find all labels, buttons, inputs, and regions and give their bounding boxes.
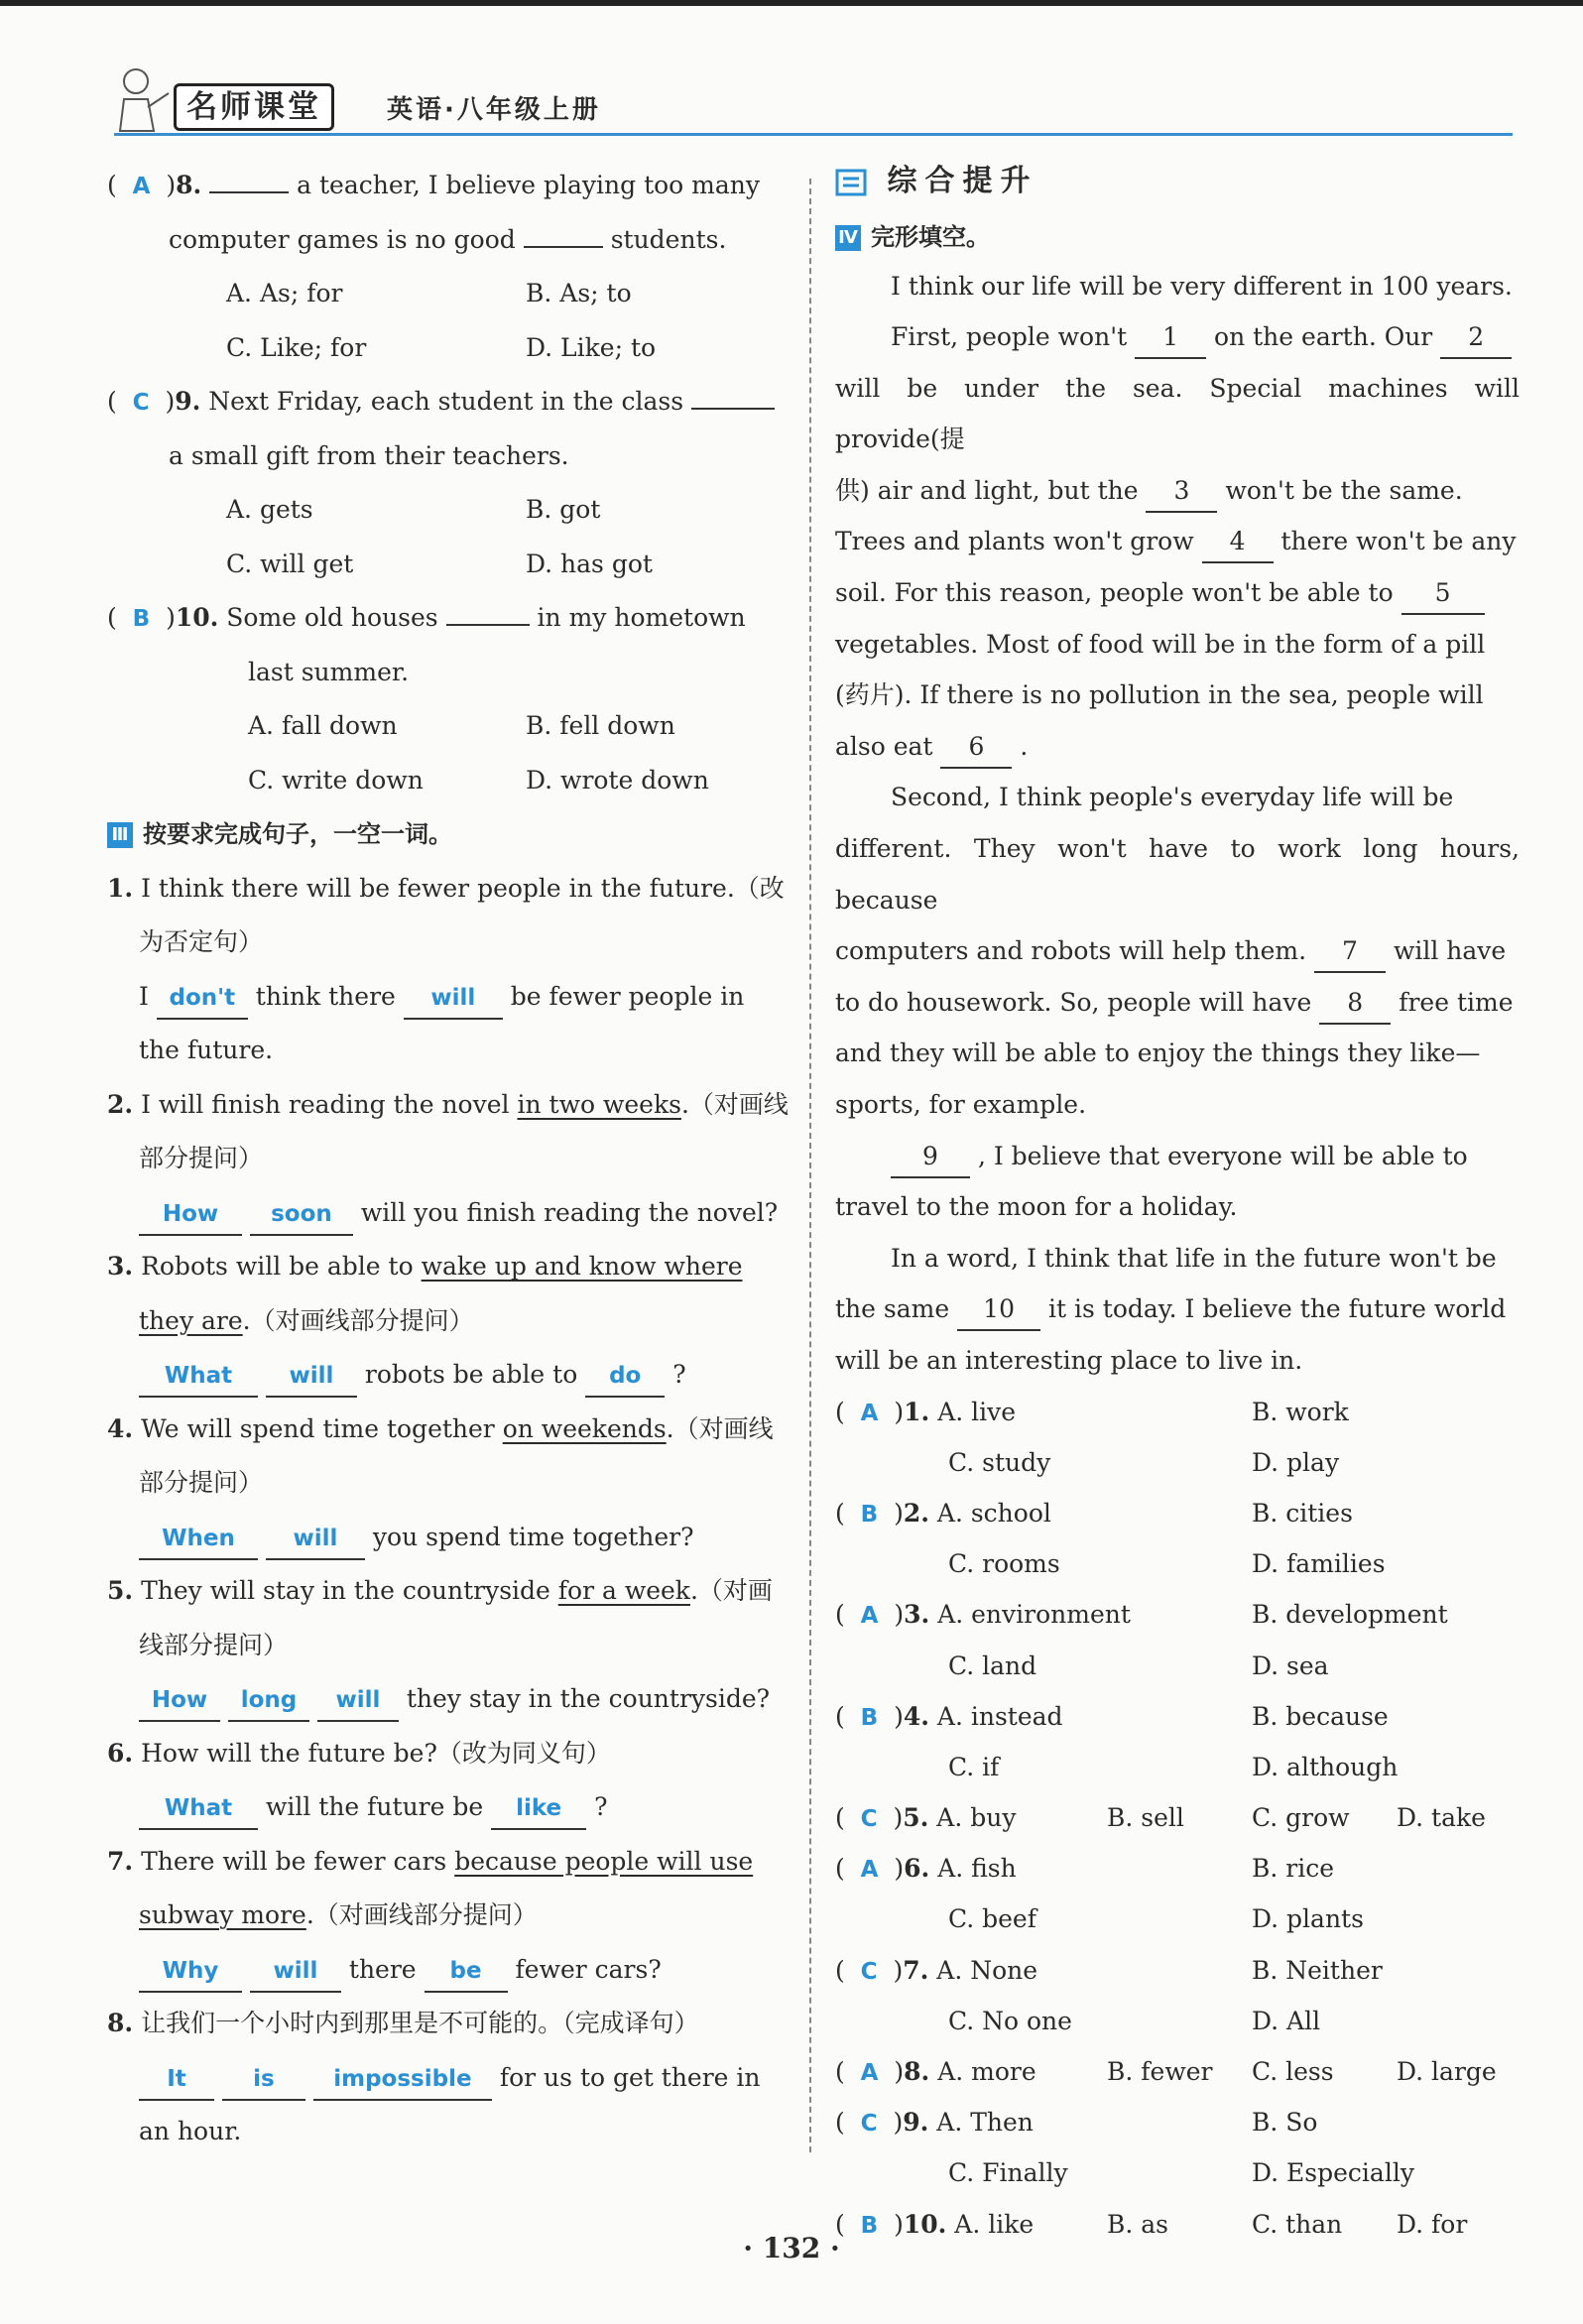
rewrite-question: 5. They will stay in the countryside for a week.（对画 [107, 1576, 773, 1605]
instruction: .（对画 [689, 1576, 773, 1605]
question-text: ? [594, 1792, 608, 1821]
cloze-blank: 2 [1440, 317, 1512, 359]
passage-text: on the earth. Our [1214, 322, 1433, 352]
choice-row [835, 2147, 1520, 2198]
answer-blank: long [228, 1680, 309, 1722]
rewrite-question: 1. I think there will be fewer people in the future.（改 [107, 873, 785, 903]
question-text: Robots will be able to [141, 1252, 422, 1281]
answer-blank: be [425, 1951, 508, 1993]
choice-row [835, 1437, 1520, 1488]
question-text: an hour. [139, 2117, 242, 2145]
mc-question: ( A )8. a teacher, I believe playing too many [107, 171, 761, 199]
question-text: be fewer people in [510, 981, 745, 1011]
passage-line: vegetables. Most of food will be in the form of a pill [835, 629, 1486, 659]
section-title: 完形填空。 [871, 222, 990, 251]
option: A. fall down [248, 711, 398, 740]
blank [446, 624, 530, 626]
cloze-choices [835, 1387, 1520, 2250]
passage-line: will be under the sea. Special machines will provide(提 [835, 373, 1520, 454]
answer-mark: A [860, 2060, 879, 2086]
rewrite-question: 4. We will spend time together on weekends.（对画线 [107, 1413, 774, 1443]
choice-row: ( A )1. A. live B. work [835, 1387, 1520, 1437]
passage-line [835, 465, 1520, 517]
cloze-blank: 7 [1314, 931, 1386, 973]
option: A. As; for [226, 279, 343, 307]
choice-row [835, 1641, 1520, 1691]
subject-title: 英语·八年级上册 [387, 95, 601, 125]
option-row [107, 699, 792, 754]
option: B. fewer [1107, 2057, 1213, 2086]
answer-blank: will [404, 978, 503, 1020]
underlined-text: for a week [557, 1576, 690, 1605]
option: D. Especially [1252, 2158, 1414, 2188]
choice-row: ( C )9. A. Then B. So [835, 2097, 1520, 2147]
right-column [835, 159, 1520, 2250]
option: D. for [1397, 2209, 1468, 2239]
passage-text: to do housework. So, people will have [835, 987, 1312, 1017]
page-number: · 132 · [743, 2232, 840, 2264]
question-line [107, 646, 792, 700]
instruction: 线部分提问） [139, 1630, 289, 1659]
answer-blank: How [139, 1680, 220, 1722]
option: B. cities [1252, 1498, 1353, 1528]
passage-line [835, 311, 1520, 363]
passage-text: Trees and plants won't grow [835, 527, 1194, 556]
question-text: think there [255, 981, 396, 1011]
option: D. plants [1252, 1904, 1364, 1934]
option: C. if [948, 1752, 1000, 1781]
answer-blank: What [139, 1788, 258, 1830]
passage-line: I think our life will be very different in 100 years. [891, 271, 1513, 301]
option: C. land [948, 1651, 1037, 1680]
answer-blank: will [266, 1356, 357, 1398]
passage-text: also eat [835, 731, 933, 761]
answer-blank: When [139, 1519, 258, 1560]
option: A. school [936, 1498, 1051, 1528]
answer-blank: How [139, 1194, 242, 1236]
answer-blank: will [317, 1680, 399, 1722]
option: C. will get [226, 549, 354, 578]
passage-text: will have [1393, 936, 1507, 966]
question-text: I [139, 981, 149, 1011]
passage-line [835, 1131, 1520, 1182]
passage-text: computers and robots will help them. [835, 936, 1307, 966]
rewrite-question: 3. Robots will be able to wake up and know where [107, 1252, 743, 1281]
choice-row [835, 1742, 1520, 1792]
question-line [107, 1294, 792, 1349]
passage-line [835, 721, 1520, 773]
answer-blank: don't [157, 978, 248, 1020]
question-text: I will finish reading the novel [141, 1089, 518, 1119]
option: B. because [1252, 1701, 1389, 1731]
question-line [107, 213, 792, 268]
option: B. rice [1252, 1854, 1335, 1884]
rewrite-question: 7. There will be fewer cars because people will use [107, 1846, 754, 1876]
passage-text: First, people won't [891, 322, 1128, 352]
underlined-text: they are [139, 1305, 243, 1335]
choice-row: ( B )10. A. like B. as C. than D. for [835, 2199, 1520, 2250]
option: C. beef [948, 1904, 1036, 1934]
blank [691, 408, 775, 410]
cloze-blank: 1 [1135, 317, 1206, 359]
question-line [107, 2105, 792, 2159]
answer-blank: do [585, 1356, 665, 1398]
option: A. buy [936, 1803, 1017, 1833]
passage-line [835, 567, 1520, 619]
question-line [107, 1456, 792, 1511]
cloze-blank: 9 [891, 1137, 970, 1178]
option: B. fell down [526, 711, 675, 740]
option: B. development [1252, 1600, 1448, 1630]
answer-blank: is [222, 2059, 305, 2101]
option-row [107, 538, 792, 592]
answer-mark: C [860, 1958, 878, 1985]
answer-blank: What [139, 1356, 258, 1398]
passage-line: In a word, I think that life in the future won't be [891, 1243, 1497, 1273]
answer-blank: It [139, 2059, 214, 2101]
answer-blank: will [250, 1951, 341, 1993]
question-text: a teacher, I believe playing too many [297, 171, 761, 199]
cloze-blank: 8 [1319, 983, 1391, 1025]
passage-line: (药片). If there is no pollution in the sea, people will [835, 680, 1484, 710]
question-text: 让我们一个小时内到那里是不可能的。（完成译句） [141, 2009, 699, 2037]
passage-line [835, 516, 1520, 567]
question-text: the future. [139, 1036, 274, 1064]
option: A. live [937, 1397, 1017, 1426]
passage-line [835, 977, 1520, 1029]
question-text: they stay in the countryside? [406, 1684, 771, 1713]
rewrite-question: 8. 让我们一个小时内到那里是不可能的。（完成译句） [107, 2009, 699, 2037]
answer-mark: A [860, 1603, 879, 1630]
answer-mark: B [860, 2212, 879, 2239]
question-line [107, 1889, 792, 1943]
passage-line: travel to the moon for a holiday. [835, 1192, 1238, 1222]
choice-row: ( A )6. A. fish B. rice [835, 1843, 1520, 1894]
section-heading [835, 213, 1520, 261]
answer-mark: C [132, 390, 150, 416]
choice-row [835, 1538, 1520, 1589]
option: D. take [1397, 1803, 1486, 1833]
choice-row: ( B )4. A. instead B. because [835, 1691, 1520, 1742]
option: A. like [954, 2209, 1035, 2239]
instruction: 部分提问） [139, 1468, 264, 1497]
option: C. grow [1252, 1803, 1350, 1833]
header-rule [114, 133, 1513, 136]
choice-row: ( B )2. A. school B. cities [835, 1488, 1520, 1538]
question-text: a small gift from their teachers. [169, 440, 569, 470]
column-divider [809, 179, 811, 2152]
answer-line [107, 1780, 792, 1835]
instruction: .（对画线部分提问） [242, 1305, 474, 1335]
question-text: in my hometown [537, 603, 746, 632]
blank [209, 191, 289, 193]
cloze-blank: 10 [957, 1289, 1040, 1331]
instruction: .（对画线 [680, 1089, 789, 1119]
option: C. Finally [948, 2158, 1068, 2188]
answer-line [107, 1186, 792, 1241]
answer-line [107, 2051, 792, 2106]
option: A. None [936, 1955, 1038, 1985]
mc-question: ( C )9. Next Friday, each student in the class [107, 375, 792, 429]
underlined-text: subway more [139, 1900, 306, 1929]
option: C. No one [948, 2006, 1072, 2035]
option: D. All [1252, 2006, 1321, 2035]
passage-line: sports, for example. [835, 1090, 1087, 1119]
option: D. families [1252, 1549, 1386, 1579]
passage-line: Second, I think people's everyday life will be [891, 783, 1454, 812]
question-line [107, 429, 792, 484]
answer-line [107, 970, 792, 1025]
cloze-passage [835, 261, 1520, 1387]
answer-mark: A [860, 1400, 879, 1426]
section-title: 按要求完成句子，一空一词。 [143, 820, 452, 848]
section-banner [835, 155, 1520, 209]
page-header [114, 61, 1513, 139]
option: A. instead [936, 1701, 1063, 1731]
option: A. gets [226, 495, 313, 524]
option: B. So [1252, 2108, 1318, 2138]
passage-text: there won't be any [1280, 527, 1517, 556]
option: B. work [1252, 1397, 1349, 1426]
cloze-blank: 6 [940, 727, 1012, 769]
choice-row: ( C )7. A. None B. Neither [835, 1945, 1520, 1996]
question-text: will you finish reading the novel? [360, 1197, 779, 1227]
option-row [107, 483, 792, 538]
question-text: We will spend time together [141, 1413, 503, 1443]
answer-mark: A [132, 174, 151, 199]
passage-text: won't be the same. [1225, 475, 1463, 505]
rewrite-question: 6. How will the future be?（改为同义句） [107, 1738, 611, 1768]
passage-text: free time [1399, 987, 1514, 1017]
question-text: robots be able to [364, 1360, 578, 1389]
question-text: They will stay in the countryside [141, 1576, 558, 1605]
instruction: .（对画线部分提问） [305, 1900, 538, 1929]
option: D. although [1252, 1752, 1399, 1781]
question-line [107, 916, 792, 970]
teacher-mascot-icon [114, 63, 174, 138]
cloze-blank: 3 [1146, 471, 1217, 513]
question-line [107, 1619, 792, 1673]
question-text: Some old houses [226, 603, 438, 632]
answer-line [107, 1511, 792, 1565]
question-text: fewer cars? [515, 1954, 662, 1984]
passage-line: different. They won't have to work long hours, because [835, 834, 1520, 915]
answer-blank: will [266, 1519, 365, 1560]
rewrite-question: 2. I will finish reading the novel in two weeks.（对画线 [107, 1089, 789, 1119]
cloze-blank: 4 [1202, 522, 1274, 563]
question-text: Next Friday, each student in the class [208, 387, 684, 416]
option: C. write down [248, 765, 424, 795]
option: D. has got [526, 549, 653, 578]
answer-blank: like [491, 1788, 586, 1830]
option: B. sell [1107, 1803, 1184, 1833]
option: C. Like; for [226, 332, 367, 362]
option: D. Like; to [526, 332, 657, 362]
option: D. play [1252, 1447, 1340, 1477]
passage-text: soil. For this reason, people won't be able to [835, 578, 1394, 608]
question-text: computer games is no good [169, 224, 516, 254]
instruction: .（对画线 [666, 1413, 774, 1443]
answer-mark: B [860, 1704, 879, 1731]
passage-line: and they will be able to enjoy the things they like— [835, 1039, 1481, 1068]
passage-line: will be an interesting place to live in. [835, 1345, 1303, 1375]
option: B. got [526, 495, 601, 524]
option: B. as [1107, 2209, 1168, 2239]
option: C. than [1252, 2209, 1343, 2239]
option: A. Then [936, 2108, 1034, 2138]
option: C. rooms [948, 1549, 1060, 1579]
underlined-text: because people will use [454, 1846, 754, 1876]
passage-line [835, 925, 1520, 977]
answer-mark: C [860, 2111, 878, 2138]
question-text: for us to get there in [499, 2062, 761, 2092]
answer-blank: impossible [313, 2059, 492, 2101]
answer-blank: Why [139, 1951, 242, 1993]
instruction: 部分提问） [139, 1144, 264, 1172]
blank [524, 246, 603, 248]
book-icon [835, 168, 869, 197]
page-number-value: 132 [762, 2232, 821, 2264]
option: A. more [937, 2057, 1036, 2086]
answer-line [107, 1943, 792, 1998]
passage-text: it is today. I believe the future world [1048, 1294, 1507, 1324]
option: A. fish [937, 1854, 1017, 1884]
choice-row [835, 1996, 1520, 2046]
passage-text: the same [835, 1294, 950, 1324]
answer-line [107, 1672, 792, 1727]
instruction: 为否定句） [139, 927, 264, 956]
option: C. study [948, 1447, 1051, 1477]
question-text: ? [672, 1360, 686, 1389]
top-edge [0, 0, 1583, 6]
option: D. wrote down [526, 765, 709, 795]
choice-row [835, 1894, 1520, 1944]
question-line [107, 1132, 792, 1186]
underlined-text: wake up and know where [421, 1252, 743, 1281]
option: B. Neither [1252, 1955, 1383, 1985]
option: C. less [1252, 2057, 1334, 2086]
section-heading [107, 807, 792, 862]
section-number: Ⅳ [835, 225, 861, 251]
section-number: Ⅲ [107, 822, 133, 848]
series-logo: 名师课堂 [174, 83, 334, 131]
question-text: How will the future be?（改为同义句） [141, 1738, 611, 1768]
question-text: will the future be [265, 1792, 484, 1821]
answer-mark: B [860, 1501, 879, 1528]
answer-mark: C [860, 1806, 878, 1833]
cloze-blank: 5 [1401, 573, 1485, 615]
question-text: students. [610, 224, 727, 254]
answer-blank: soon [250, 1194, 353, 1236]
option-row [107, 754, 792, 808]
passage-text: 供) air and light, but the [835, 475, 1139, 505]
passage-text: , I believe that everyone will be able to [977, 1141, 1468, 1170]
option: B. As; to [526, 279, 632, 307]
passage-line [835, 1284, 1520, 1335]
question-text: there [348, 1954, 417, 1984]
underlined-text: in two weeks [517, 1089, 681, 1119]
choice-row: ( A )8. A. more B. fewer C. less D. large [835, 2046, 1520, 2097]
answer-mark: B [132, 606, 151, 632]
left-column [107, 159, 792, 2159]
answer-mark: A [860, 1857, 879, 1884]
passage-text: . [1020, 731, 1029, 761]
option-row [107, 267, 792, 321]
question-text: last summer. [248, 657, 410, 686]
option: D. sea [1252, 1651, 1329, 1680]
underlined-text: on weekends [502, 1413, 667, 1443]
question-text: There will be fewer cars [141, 1846, 455, 1876]
answer-line [107, 1348, 792, 1403]
choice-row: ( C )5. A. buy B. sell C. grow D. take [835, 1792, 1520, 1843]
choice-row: ( A )3. A. environment B. development [835, 1589, 1520, 1640]
option: D. large [1397, 2057, 1497, 2086]
option-row [107, 321, 792, 376]
mc-question: ( B )10. Some old houses in my hometown [107, 603, 746, 632]
question-line [107, 1024, 792, 1078]
question-text: you spend time together? [372, 1522, 694, 1551]
question-text: I think there will be fewer people in the future.（改 [141, 873, 785, 903]
banner-title: 综合提升 [887, 164, 1038, 198]
option: A. environment [937, 1600, 1131, 1630]
